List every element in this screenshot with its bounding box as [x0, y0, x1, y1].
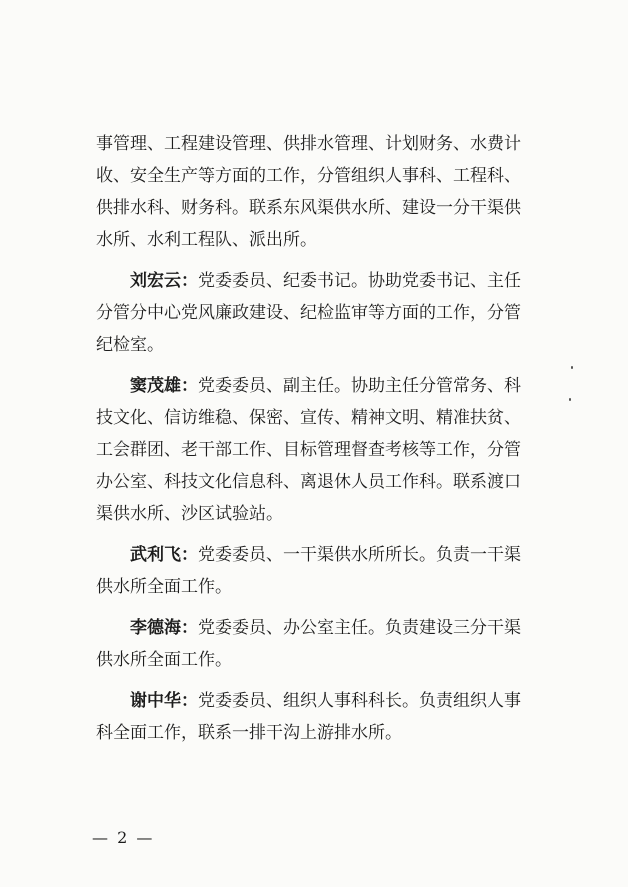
paragraph-li-dehai — [96, 612, 536, 676]
paragraph-dou-maoxiong — [96, 370, 536, 530]
paragraph-text: 事管理、工程建设管理、供排水管理、计划财务、水费计收、安全生产等方面的工作，分管组织人事科、工程科、供排水科、财务科。联系东风渠供水所、建设一分干渠供水所、水利工程队、派出所。 — [96, 134, 521, 250]
person-name: 李德海： — [130, 618, 198, 638]
paragraph-text: 党委委员、组织人事科科长。负责组织人事科全面工作，联系一排干沟上游排水所。 — [96, 691, 521, 743]
paragraph-text: 党委委员、办公室主任。负责建设三分干渠供水所全面工作。 — [96, 618, 521, 670]
paragraph-text: 党委委员、纪委书记。协助党委书记、主任分管分中心党风廉政建设、纪检监审等方面的工作，分管纪检室。 — [96, 271, 521, 355]
paragraph-xie-zhonghua — [96, 685, 536, 749]
paragraph-text: 党委委员、副主任。协助主任分管常务、科技文化、信访维稳、保密、宣传、精神文明、精准扶贫、工会群团、老干部工作、目标管理督查考核等工作，分管办公室、科技文化信息科、离退休人员工作科。联系渡口渠供水所、沙区试验站。 — [96, 376, 521, 524]
scan-speck — [569, 398, 571, 401]
page-number: — 2 — — [92, 828, 155, 847]
person-name: 窦茂雄： — [130, 376, 198, 396]
paragraph-wu-lifei — [96, 539, 536, 603]
person-name: 刘宏云： — [130, 271, 198, 291]
paragraph-liu-hongyun — [96, 265, 536, 361]
person-name: 武利飞： — [130, 545, 198, 565]
scan-speck — [571, 366, 573, 369]
document-body — [96, 128, 536, 758]
paragraph-text: 党委委员、一干渠供水所所长。负责一干渠供水所全面工作。 — [96, 545, 521, 597]
person-name: 谢中华： — [130, 691, 198, 711]
paragraph-continuation — [96, 128, 536, 256]
